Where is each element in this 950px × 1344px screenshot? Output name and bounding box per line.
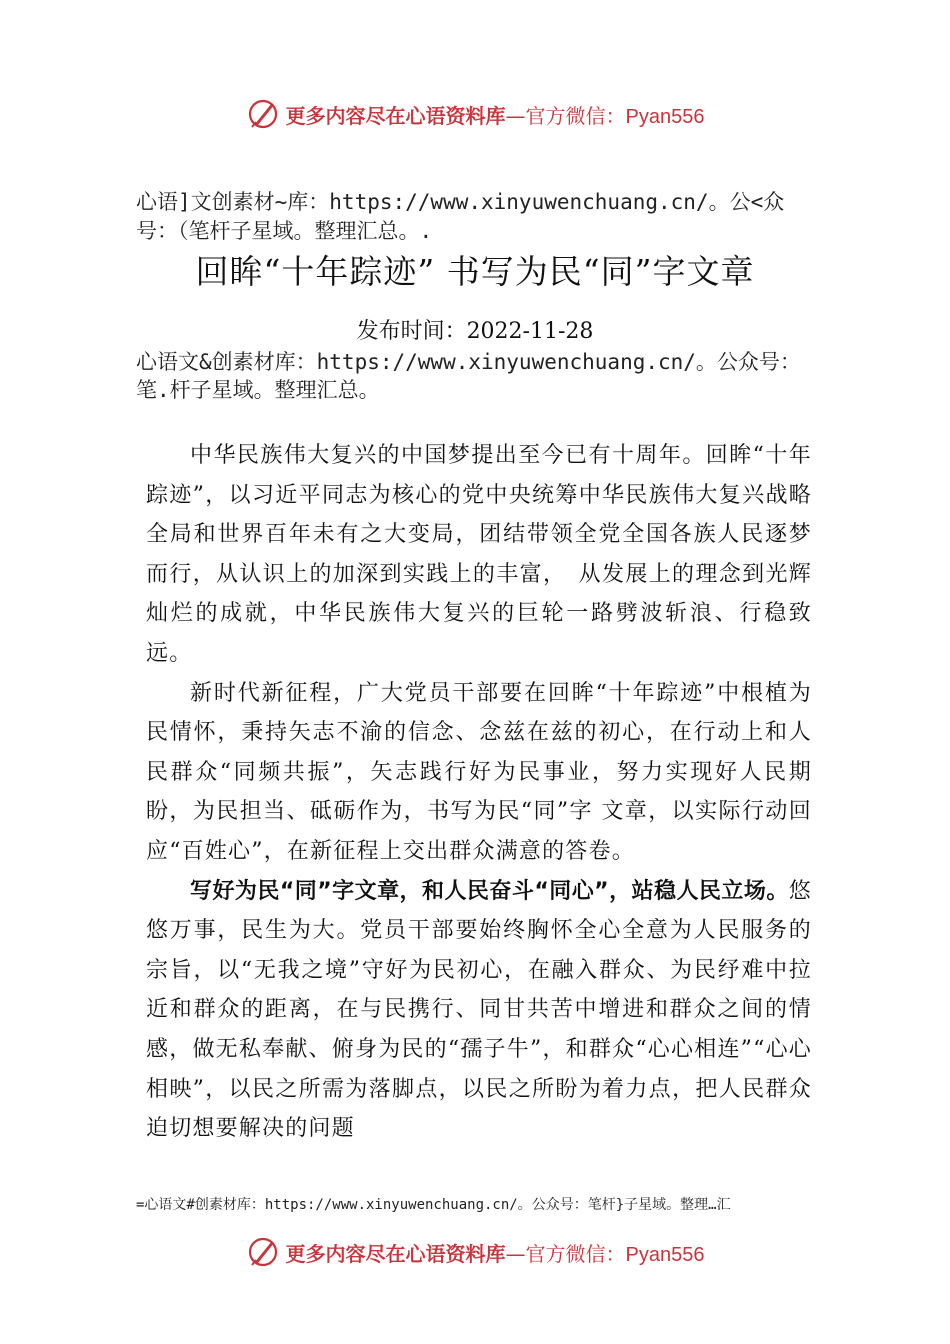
banner-text	[286, 1238, 705, 1267]
footer-watermark: =心语文#创素材库：https://www.xinyuwenchuang.cn/。公众号：笔杆}子星域。整理…汇	[136, 1197, 731, 1213]
paragraph-3-lead: 写好为民“同”字文章，和人民奋斗“同心”，站稳人民立场。	[190, 878, 789, 904]
banner-brand: 更多内容尽在心语资料库	[285, 1241, 506, 1266]
article-title: 回眸“十年踪迹” 书写为民“同”字文章	[195, 252, 755, 291]
watermark-top-line-1: 心语]文创素材~库：https://www.xinyuwenchuang.cn/。公<众	[136, 190, 785, 214]
watermark-mid-line-2: 笔.杆子星域。整理汇总。	[136, 378, 380, 402]
quill-pen-logo-icon	[246, 97, 280, 131]
banner-text	[286, 100, 705, 129]
publish-date: 发布时间：2022-11-28	[356, 319, 594, 344]
banner-brand: 更多内容尽在心语资料库	[285, 103, 506, 128]
banner-wechat-handle: Pyan556	[625, 105, 705, 128]
paragraph-2-text: 新时代新征程，广大党员干部要在回眸“十年踪迹”中根植为民情怀，秉持矢志不渝的信念、念兹在兹的初心，在行动上和人民群众“同频共振”，矢志践行好为民事业，努力实现好人民期盼，为民担当、砥砺作为，书写为民“同”字 文章，以实际行动回应“百姓心”，在新征程上交出群众满意的答卷。	[146, 680, 812, 864]
paragraph-3-text: 悠悠万事，民生为大。党员干部要始终胸怀全心全意为人民服务的宗旨，以“无我之境”守好为民初心，在融入群众、为民纾难中拉近和群众的距离，在与民携行、同甘共苦中增进和群众之间的情感，做无私奉献、俯身为民的“孺子牛”，和群众“心心相连”“心心相映”，以民之所需为落脚点，以民之所盼为着力点，把人民群众迫切想要解决的问题	[146, 878, 812, 1142]
banner-wechat-handle: Pyan556	[625, 1243, 705, 1266]
paragraph-1	[146, 436, 812, 674]
paragraph-2	[146, 674, 812, 872]
paragraph-1-text: 中华民族伟大复兴的中国梦提出至今已有十周年。回眸“十年踪迹”，以习近平同志为核心的党中央统筹中华民族伟大复兴战略全局和世界百年未有之大变局，团结带领全党全国各族人民逐梦而行，从认识上的加深到实践上的丰富， 从发展上的理念到光辉灿烂的成就，中华民族伟大复兴的巨轮一路劈波斩浪、行稳致远。	[146, 443, 812, 666]
banner-separator: —官方微信：	[505, 1241, 626, 1266]
watermark-top-line-2: 号：（笔杆子星域。整理汇总。.	[136, 219, 433, 243]
top-banner	[0, 92, 950, 136]
paragraph-3	[146, 872, 812, 1149]
watermark-mid-line-1: 心语文&创素材库：https://www.xinyuwenchuang.cn/。公众号：	[136, 350, 801, 374]
banner-separator: —官方微信：	[505, 103, 626, 128]
bottom-banner	[0, 1230, 950, 1274]
article-body	[146, 436, 812, 1149]
quill-pen-logo-icon	[246, 1235, 280, 1269]
